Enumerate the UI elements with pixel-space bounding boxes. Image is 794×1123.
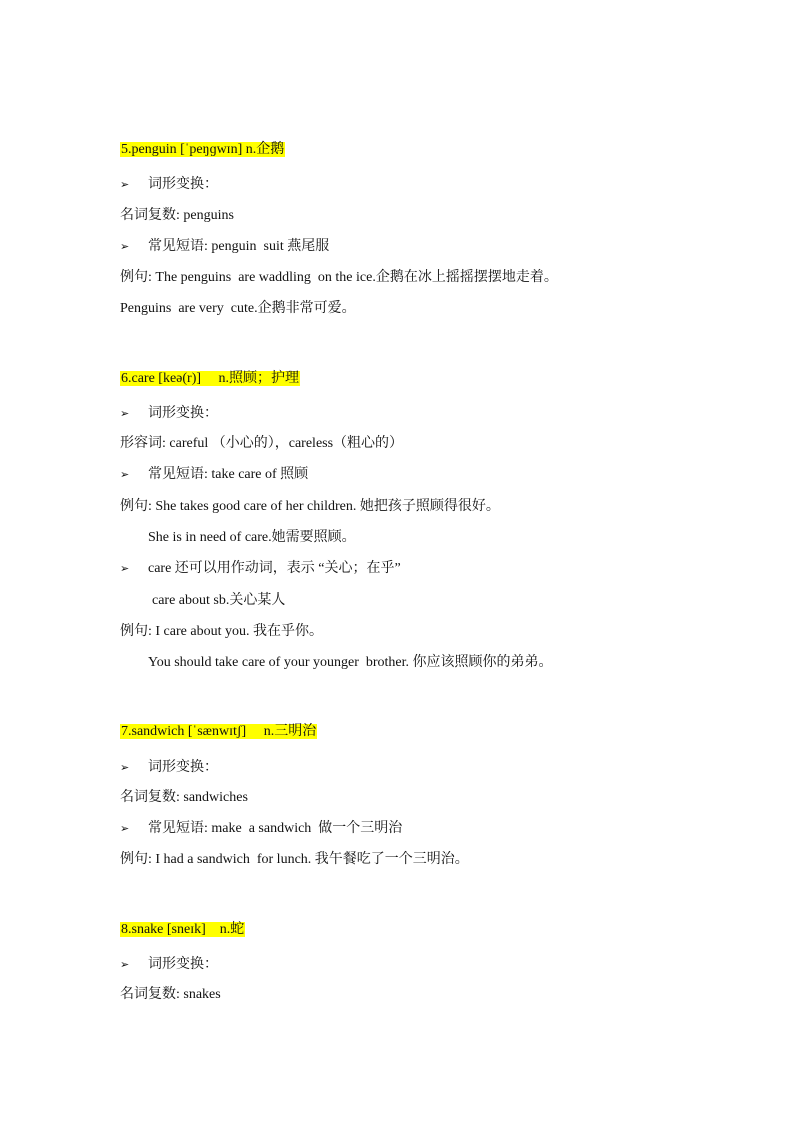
bullet-line: ➢ 常见短语: take care of 照顾 <box>120 465 308 485</box>
example-line: 例句: She takes good care of her children. 她把孩子照顾得很好。 <box>120 499 500 514</box>
bullet-line: ➢ 词形变换： <box>120 403 218 424</box>
entry-heading: 7.sandwich [ˈsænwɪtʃ] n.三明治 <box>121 724 317 739</box>
phrase-line: care about sb.关心某人 <box>152 593 286 608</box>
example-line: 例句: I had a sandwich for lunch. 我午餐吃了一个三明治。 <box>120 852 469 867</box>
bullet-arrow-icon: ➢ <box>120 178 130 191</box>
entry-heading: 6.care [keə(r)] n.照顾；护理 <box>121 371 300 386</box>
bullet-arrow-icon: ➢ <box>120 958 130 971</box>
entry-heading: 8.snake [sneɪk] n.蛇 <box>121 922 245 937</box>
bullet-arrow-icon: ➢ <box>120 562 130 575</box>
bullet-line: ➢ 词形变换： <box>120 954 218 975</box>
bullet-arrow-icon: ➢ <box>120 407 130 420</box>
bullet-line: ➢ 词形变换： <box>120 174 218 195</box>
bullet-line: ➢ 常见短语: penguin suit 燕尾服 <box>120 237 329 257</box>
bullet-line: ➢ 常见短语: make a sandwich 做一个三明治 <box>120 819 402 839</box>
example-line: Penguins are very cute.企鹅非常可爱。 <box>120 301 356 316</box>
entry-heading: 5.penguin [ˈpeŋɡwɪn] n.企鹅 <box>121 142 285 157</box>
text-line: 名词复数: sandwiches <box>120 790 248 805</box>
example-line: 例句: The penguins are waddling on the ice.企鹅在冰上摇摇摆摆地走着。 <box>120 270 558 285</box>
example-line: She is in need of care.她需要照顾。 <box>148 530 356 545</box>
example-line: 例句: I care about you. 我在乎你。 <box>120 624 323 639</box>
bullet-arrow-icon: ➢ <box>120 240 130 253</box>
text-line: 名词复数: snakes <box>120 987 221 1002</box>
bullet-arrow-icon: ➢ <box>120 468 130 481</box>
text-line: 名词复数: penguins <box>120 208 234 223</box>
bullet-line: ➢ 词形变换： <box>120 757 218 778</box>
bullet-arrow-icon: ➢ <box>120 761 130 774</box>
example-line: You should take care of your younger brother. 你应该照顾你的弟弟。 <box>148 655 553 670</box>
bullet-arrow-icon: ➢ <box>120 822 130 835</box>
text-line: 形容词: careful （小心的），careless（粗心的） <box>120 436 404 451</box>
bullet-line: ➢ care 还可以用作动词，表示 “关心；在乎” <box>120 559 401 579</box>
